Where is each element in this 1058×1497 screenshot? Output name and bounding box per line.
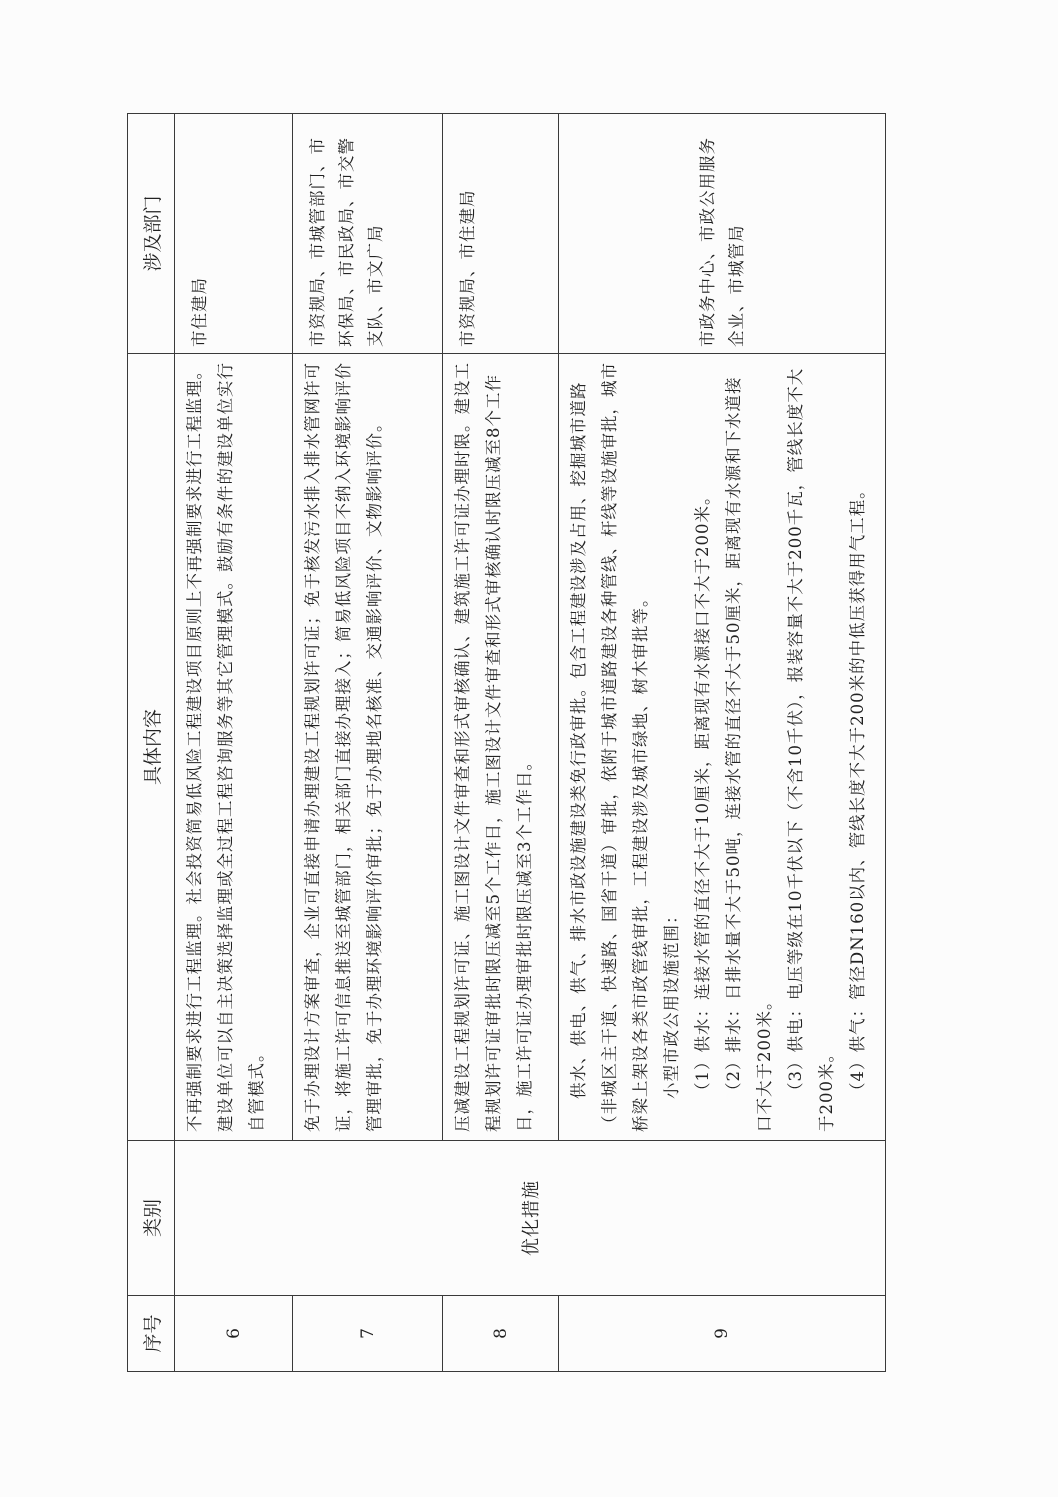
- row-num: 7: [293, 1296, 443, 1372]
- header-content: 具体内容: [128, 354, 175, 1141]
- row-content-text: 压减建设工程规划许可证、施工图设计文件审查和形式审核确认、建筑施工许可证办理时限。建设工程规划许可证审批时限压减至5个工作日，施工图设计文件审查和形式审核确认时限压减至8个工作日，施工许可证办理审批时限压减至3个工作日。: [453, 362, 534, 1132]
- row-content-item: （4）供气：管径DN160以内、管线长度不大于200米的中低压获得用气工程。: [848, 481, 867, 1099]
- row-dept: 市住建局: [175, 114, 293, 354]
- row-num: 9: [559, 1296, 886, 1372]
- row-content-intro: 供水、供电、供气、排水市政设施建设类免行政审批。包含工程建设涉及占用、挖掘城市道路（非城区主干道、快速路、国省干道）审批，依附于城市道路建设各种管线、杆线等设施审批，城市桥梁上架设各类市政管线审批，工程建设涉及城市绿地、树木审批等。: [569, 362, 650, 1132]
- table-row: [175, 114, 293, 1372]
- row-content-scope: 小型市政公用设施范围：: [662, 906, 681, 1099]
- row-content: [559, 354, 886, 1141]
- row-content-item: （2）排水：日排水量不大于50吨，连接水管的直径不大于50厘米，距离现有水源和下水道接口不大于200米。: [724, 376, 774, 1132]
- row-content-item: （1）供水：连接水管的直径不大于10厘米，距离现有水源接口不大于200米。: [693, 487, 712, 1099]
- category-label: 优化措施: [521, 1180, 542, 1256]
- row-num: 8: [443, 1296, 559, 1372]
- row-content: [175, 354, 293, 1141]
- row-content: [293, 354, 443, 1141]
- row-content-text: 不再强制要求进行工程监理。社会投资简易低风险工程建设项目原则上不再强制要求进行工程监理。建设单位可以自主决策选择监理或全过程工程咨询服务等其它管理模式。鼓励有条件的建设单位实行自管模式。: [185, 362, 266, 1132]
- header-num: 序号: [128, 1296, 175, 1372]
- row-content-item: （3）供电：电压等级在10千伏以下（不含10千伏），报装容量不大于200千瓦，管线长度不大于200米。: [786, 367, 836, 1132]
- category-cell: [175, 1141, 886, 1296]
- header-dept: 涉及部门: [128, 114, 175, 354]
- rotated-table-container: [127, 114, 884, 1372]
- row-num: 6: [175, 1296, 293, 1372]
- header-category: 类别: [128, 1141, 175, 1296]
- row-dept: 市资规局、市住建局: [443, 114, 559, 354]
- table-header-row: [128, 114, 175, 1372]
- measures-table: [127, 113, 886, 1372]
- row-content: [443, 354, 559, 1141]
- row-dept: 市资规局、市城管部门、市环保局、市民政局、市交警支队、市文广局: [293, 114, 443, 354]
- row-dept: 市政务中心、市政公用服务企业、市城管局: [559, 114, 886, 354]
- row-content-text: 免于办理设计方案审查，企业可直接申请办理建设工程规划许可证；免于核发污水排入排水管网许可证，将施工许可信息推送至城管部门，相关部门直接办理接入；简易低风险项目不纳入环境影响评价管理审批，免于办理环境影响评价审批；免于办理地名核准、交通影响评价、文物影响评价。: [303, 362, 384, 1132]
